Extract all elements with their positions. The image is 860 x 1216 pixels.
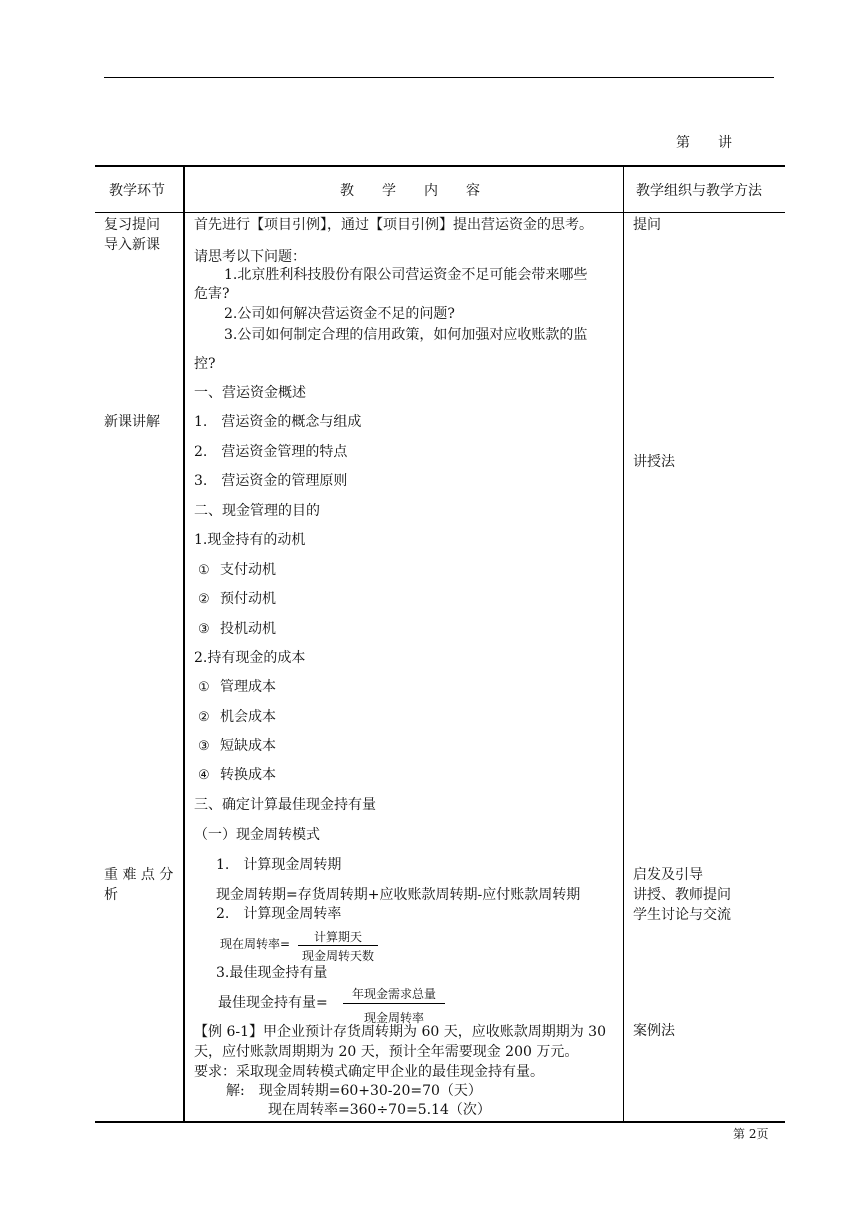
question-1a: 1.北京胜利科技股份有限公司营运资金不足可能会带来哪些	[224, 267, 588, 283]
cost-opportunity	[198, 708, 276, 727]
fraction-bar	[298, 945, 378, 946]
formula-optimal-numerator: 年现金需求总量	[351, 987, 436, 1001]
column-header-method: 教学组织与教学方法	[636, 183, 762, 199]
stage-review-line2: 导入新课	[104, 237, 160, 253]
motive-payment	[198, 561, 276, 580]
section-3-heading: 三、确定计算最佳现金持有量	[194, 797, 376, 813]
example-line-1: 【例 6-1】甲企业预计存货周转期为 60 天，应收账款周期期为 30	[194, 1024, 606, 1040]
method-discussion: 学生讨论与交流	[633, 907, 731, 923]
section-2-item-1: 1.现金持有的动机	[194, 532, 306, 548]
solution-line-2: 现在周转率=360÷70=5.14（次）	[268, 1102, 491, 1118]
think-heading: 请思考以下问题：	[194, 249, 306, 265]
formula-optimal-label: 最佳现金持有量=	[218, 995, 328, 1011]
section-1-item-3: 3. 营运资金的管理原则	[194, 473, 348, 489]
method-case: 案例法	[633, 1023, 675, 1039]
fraction-bar	[343, 1003, 445, 1004]
section-1-item-2: 2. 营运资金管理的特点	[194, 444, 348, 460]
header-rule	[104, 77, 774, 78]
section-2-item-2: 2.持有现金的成本	[194, 650, 306, 666]
question-2: 2.公司如何解决营运资金不足的问题?	[224, 306, 455, 322]
calc-step-1: 1. 计算现金周转期	[216, 857, 342, 873]
table-bottom-border	[95, 1121, 785, 1123]
question-3a: 3.公司如何制定合理的信用政策，如何加强对应收账款的监	[224, 327, 588, 343]
cost-conversion-label: 转换成本	[220, 767, 276, 783]
section-3-sub-heading: （一）现金周转模式	[194, 827, 320, 843]
section-1-item-1: 1. 营运资金的概念与组成	[194, 414, 362, 430]
table-column-divider-2	[623, 166, 624, 1122]
method-guide: 启发及引导	[633, 867, 703, 883]
cost-management	[198, 678, 276, 697]
question-1b: 危害?	[194, 286, 230, 302]
method-question: 提问	[633, 217, 661, 233]
intro-text: 首先进行【项目引例】，通过【项目引例】提出营运资金的思考。	[194, 217, 593, 233]
method-lecture: 讲授法	[633, 454, 675, 470]
circled-number: ④	[198, 768, 210, 783]
cost-management-label: 管理成本	[220, 679, 276, 695]
circled-number: ③	[198, 739, 210, 754]
column-header-stage: 教学环节	[109, 183, 165, 199]
motive-precaution-label: 预付动机	[220, 591, 276, 607]
section-1-heading: 一、营运资金概述	[194, 385, 306, 401]
cost-conversion	[198, 766, 276, 785]
table-top-border	[95, 165, 785, 167]
formula-turnover-denominator: 现金周转天数	[301, 949, 374, 963]
table-column-divider-1	[183, 166, 185, 1122]
formula-cycle: 现金周转期=存货周转期+应收账款周转期-应付账款周转期	[216, 887, 581, 903]
stage-new-lesson: 新课讲解	[104, 414, 160, 430]
lecture-number: 第 讲	[676, 135, 732, 151]
cost-shortage	[198, 737, 276, 756]
page-number: 第 2页	[733, 1127, 769, 1141]
example-line-3: 要求：采取现金周转模式确定甲企业的最佳现金持有量。	[194, 1064, 544, 1080]
stage-review-line1: 复习提问	[104, 217, 160, 233]
circled-number: ①	[198, 680, 210, 695]
stage-key-line2: 析	[104, 887, 118, 903]
motive-speculation	[198, 620, 276, 639]
circled-number: ②	[198, 710, 210, 725]
method-teacher-question: 讲授、教师提问	[633, 887, 731, 903]
cost-opportunity-label: 机会成本	[220, 709, 276, 725]
formula-optimal-denominator: 现金周转率	[363, 1011, 424, 1025]
motive-precaution	[198, 590, 276, 609]
example-line-2: 天，应付账款周期期为 20 天，预计全年需要现金 200 万元。	[194, 1044, 579, 1060]
formula-turnover-numerator: 计算期天	[313, 930, 362, 944]
question-3b: 控?	[194, 356, 216, 372]
solution-line-1: 解: 现金周转期=60+30-20=70（天）	[226, 1083, 482, 1099]
motive-payment-label: 支付动机	[220, 562, 276, 578]
column-header-content: 教 学 内 容	[340, 183, 480, 199]
cost-shortage-label: 短缺成本	[220, 738, 276, 754]
calc-step-2: 2. 计算现金周转率	[216, 906, 342, 922]
table-header-border	[95, 212, 785, 213]
stage-key-line1: 重 难 点 分	[104, 867, 174, 883]
calc-step-3: 3.最佳现金持有量	[216, 965, 328, 981]
circled-number: ②	[198, 592, 210, 607]
section-2-heading: 二、现金管理的目的	[194, 503, 320, 519]
circled-number: ①	[198, 563, 210, 578]
motive-speculation-label: 投机动机	[220, 621, 276, 637]
formula-turnover-label: 现在周转率=	[220, 937, 291, 951]
circled-number: ③	[198, 622, 210, 637]
